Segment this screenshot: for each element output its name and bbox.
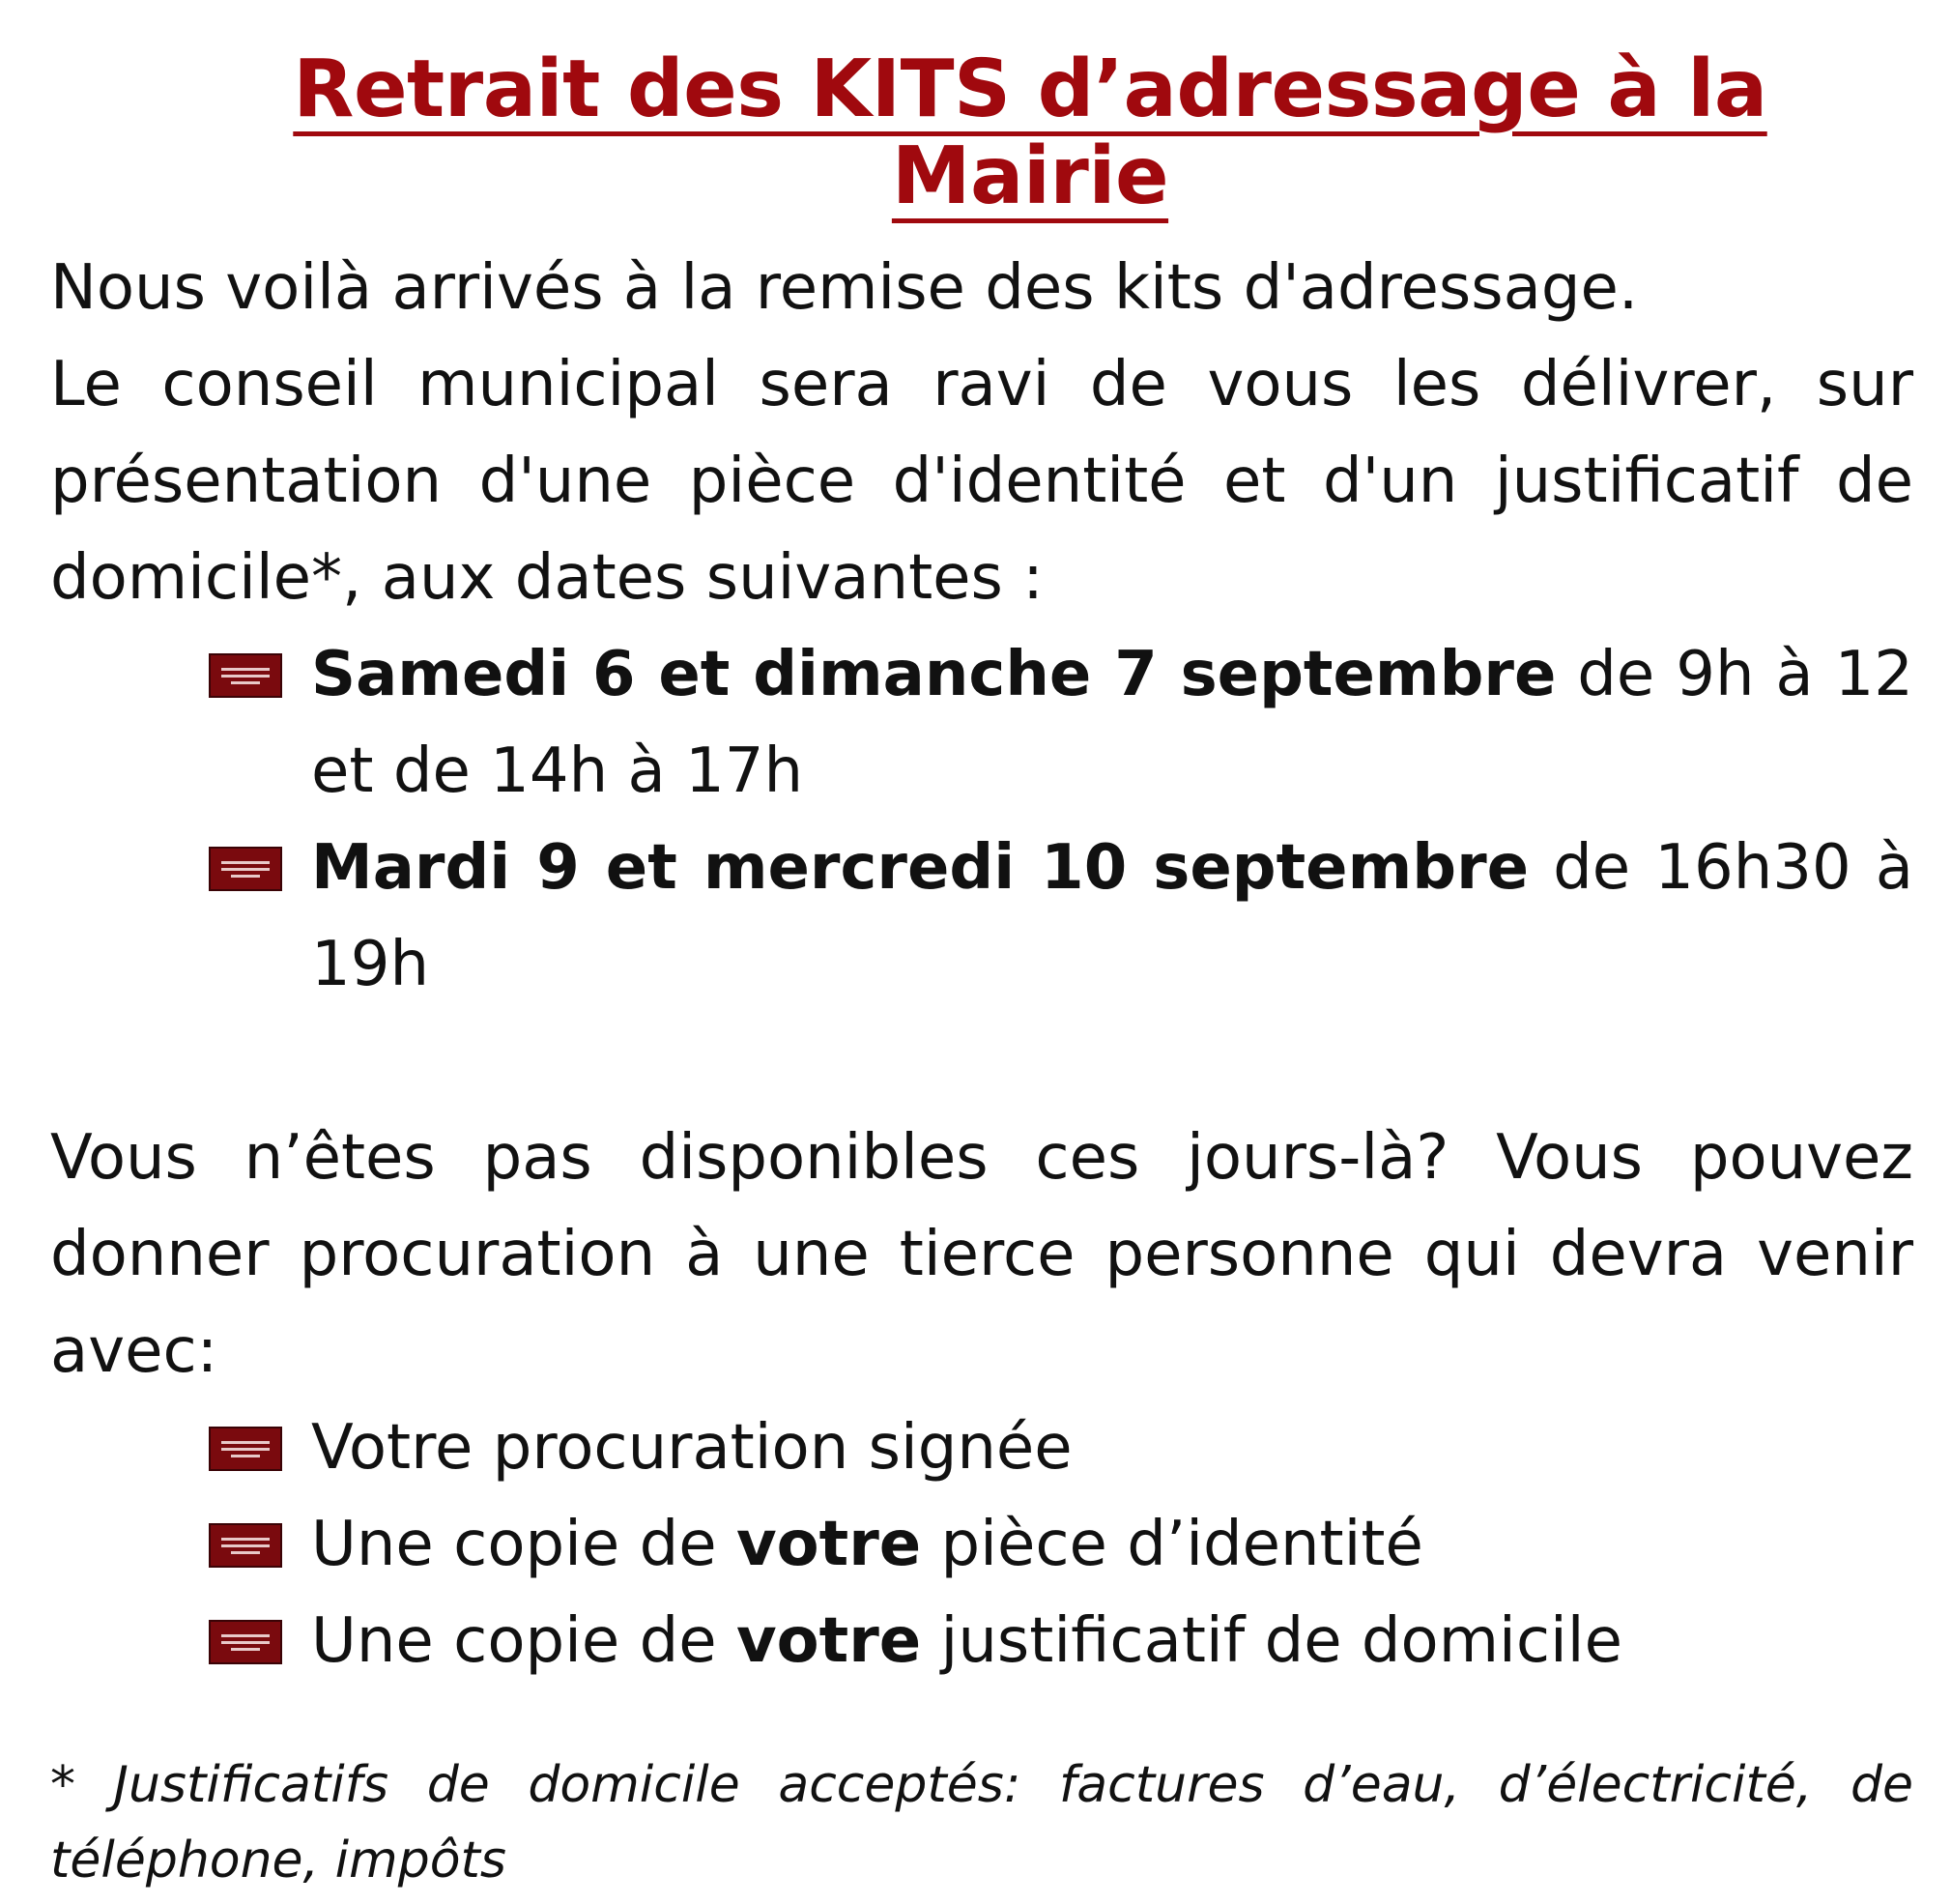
requirement-item	[50, 1399, 1913, 1496]
plaque-icon	[209, 653, 282, 698]
plaque-icon	[209, 1523, 282, 1568]
requirement-text: Votre procuration signée	[311, 1412, 1073, 1485]
intro-paragraph: Le conseil municipal sera ravi de vous les délivrer, sur présentation d'une pièce d'identité et d'un justificatif de domicile*, aux dates suivantes :	[50, 349, 1913, 615]
plaque-icon	[209, 847, 282, 891]
requirement-item	[50, 1496, 1913, 1593]
spacer	[50, 1013, 1913, 1110]
procuration-paragraph: Vous n’êtes pas disponibles ces jours-là? Vous pouvez donner procuration à une tierce personne qui devra venir avec:	[50, 1122, 1913, 1388]
requirement-text: Une copie de	[311, 1509, 736, 1581]
title-wrap	[50, 0, 1913, 223]
intro-line: Nous voilà arrivés à la remise des kits d'adressage.	[50, 252, 1639, 325]
date-item-rest: de 9h à 12 et de 14h à 17h	[311, 639, 1914, 808]
requirement-after: justificatif de domicile	[921, 1605, 1622, 1678]
date-item	[50, 626, 1913, 820]
footnote: * Justificatifs de domicile acceptés: factures d’eau, d’électricité, de téléphone, impôts	[50, 1756, 1913, 1890]
page-title: Retrait des KITS d’adressage à la Mairie	[293, 43, 1767, 223]
date-item-rest: de 16h30 à 19h	[311, 832, 1914, 1001]
requirement-bold: votre	[735, 1605, 922, 1678]
requirement-text: Une copie de	[311, 1605, 736, 1678]
requirements-list	[50, 1399, 1913, 1689]
document-page	[50, 0, 1913, 1904]
date-item	[50, 820, 1913, 1013]
plaque-icon	[209, 1620, 282, 1664]
date-item-bold: Mardi 9 et mercredi 10 septembre	[311, 832, 1530, 905]
plaque-icon	[209, 1427, 282, 1471]
dates-list	[50, 626, 1913, 1013]
requirement-bold: votre	[735, 1509, 922, 1581]
requirement-item	[50, 1593, 1913, 1689]
date-item-bold: Samedi 6 et dimanche 7 septembre	[311, 639, 1557, 711]
requirement-after: pièce d’identité	[921, 1509, 1423, 1581]
